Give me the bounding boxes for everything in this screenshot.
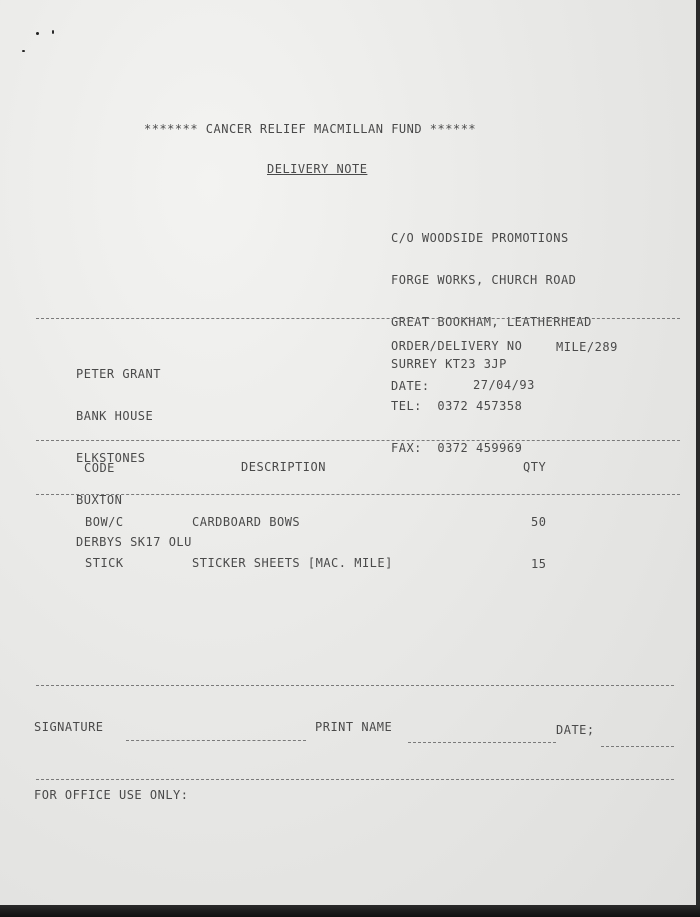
sender-address-line: C/O WOODSIDE PROMOTIONS [391, 231, 569, 245]
recipient-name: PETER GRANT [76, 367, 161, 381]
row-code: BOW/C [85, 515, 124, 529]
recipient-address [76, 339, 192, 577]
order-number-label: ORDER/DELIVERY NO [391, 339, 523, 353]
order-date-label: DATE: [391, 379, 430, 393]
row-qty: 50 [531, 515, 547, 529]
recipient-address-line: ELKSTONES [76, 451, 146, 465]
divider [36, 318, 680, 319]
scan-speck [36, 32, 39, 35]
col-header-qty: QTY [523, 460, 547, 474]
print-name-line [408, 742, 556, 743]
delivery-note-title: DELIVERY NOTE [267, 162, 368, 176]
row-qty: 15 [531, 557, 547, 571]
row-code: STICK [85, 556, 124, 570]
recipient-address-line: BANK HOUSE [76, 409, 154, 423]
order-date-value: 27/04/93 [473, 378, 535, 392]
sender-address-line: FORGE WORKS, CHURCH ROAD [391, 273, 577, 287]
scan-edge [696, 0, 700, 917]
col-header-code: CODE [84, 461, 115, 475]
sender-address-line: GREAT BOOKHAM, LEATHERHEAD [391, 315, 592, 329]
divider [36, 494, 680, 495]
row-description: STICKER SHEETS [MAC. MILE] [192, 556, 393, 570]
sender-fax: FAX: 0372 459969 [391, 441, 523, 455]
scan-speck [52, 30, 54, 34]
signature-label: SIGNATURE [34, 720, 104, 734]
fund-title: ******* CANCER RELIEF MACMILLAN FUND ****** [144, 122, 477, 136]
footer-date-label: DATE; [556, 723, 595, 737]
scan-speck [22, 50, 25, 52]
print-name-label: PRINT NAME [315, 720, 393, 734]
scan-edge [0, 905, 700, 917]
signature-line [126, 740, 306, 741]
divider [36, 779, 674, 780]
row-description: CARDBOARD BOWS [192, 515, 301, 529]
divider [36, 685, 674, 686]
sender-address-line: SURREY KT23 3JP [391, 357, 507, 371]
sender-phone: TEL: 0372 457358 [391, 399, 523, 413]
recipient-address-line: BUXTON [76, 493, 123, 507]
col-header-description: DESCRIPTION [241, 460, 326, 474]
recipient-address-line: DERBYS SK17 OLU [76, 535, 192, 549]
office-use-label: FOR OFFICE USE ONLY: [34, 788, 189, 802]
order-number-value: MILE/289 [556, 340, 618, 354]
divider [36, 440, 680, 441]
footer-date-line [601, 746, 674, 747]
